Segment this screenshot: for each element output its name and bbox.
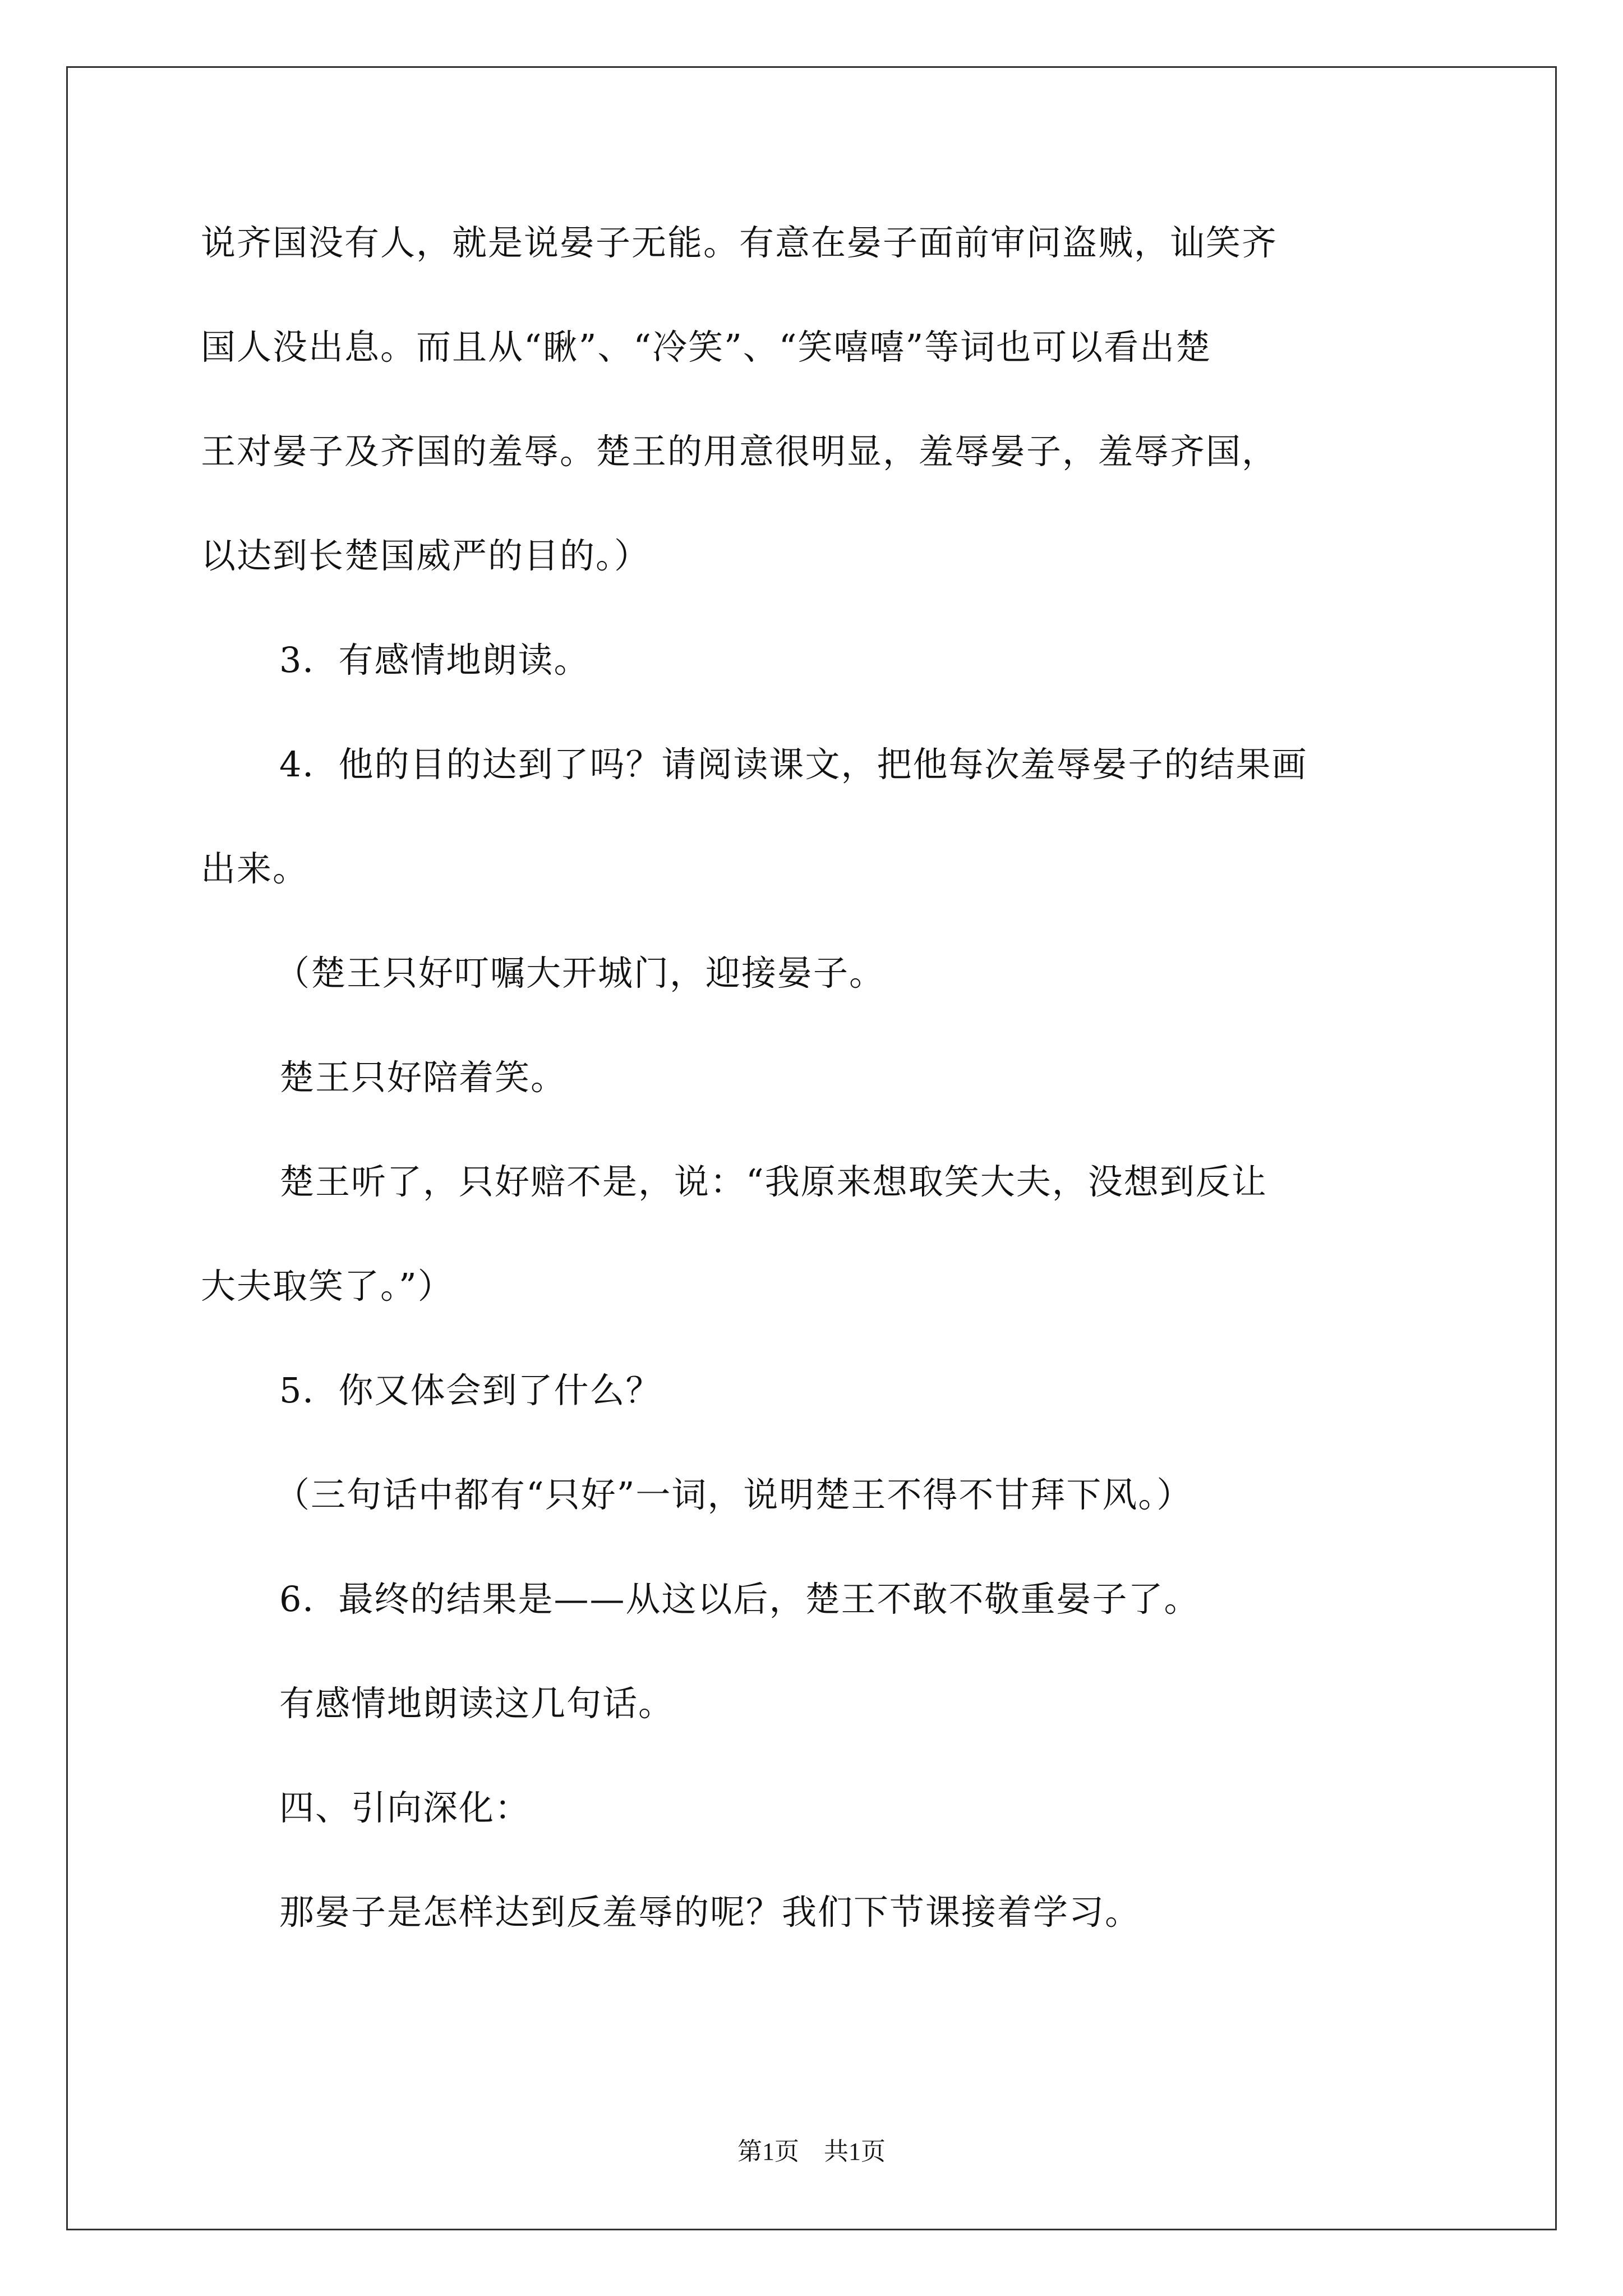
paragraph-12 — [201, 1885, 1435, 1939]
text-line: 有感情地朗读这几句话。 — [279, 1683, 675, 1724]
text-line: 楚王只好陪着笑。 — [279, 1057, 567, 1098]
paragraph-5 — [201, 1051, 1435, 1105]
text-line: 国人没出息。而且从“瞅”、“冷笑”、“笑嘻嘻”等词也可以看出楚 — [201, 326, 1212, 367]
paragraph-1 — [201, 216, 1435, 583]
text-line: 四、引向深化： — [279, 1787, 531, 1828]
paragraph-2 — [201, 633, 1435, 687]
text-line: 大夫取笑了。”） — [201, 1266, 454, 1306]
text-line: 楚王听了，只好赔不是，说：“我原来想取笑大夫，没想到反让 — [279, 1161, 1267, 1202]
paragraph-3 — [201, 738, 1435, 896]
paragraph-8 — [201, 1468, 1435, 1522]
paragraph-6 — [201, 1155, 1435, 1313]
text-line: 5．你又体会到了什么？ — [279, 1370, 662, 1411]
text-line: 以达到长楚国威严的目的。） — [201, 535, 651, 576]
text-line: （三句话中都有“只好”一词，说明楚王不得不甘拜下风。） — [275, 1474, 1193, 1515]
paragraph-4 — [201, 946, 1435, 1000]
paragraph-11 — [201, 1781, 1435, 1835]
paragraph-10 — [201, 1677, 1435, 1731]
text-line: 6．最终的结果是——从这以后，楚王不敢不敬重晏子了。 — [279, 1579, 1200, 1619]
paragraph-9 — [201, 1572, 1435, 1626]
text-line: 王对晏子及齐国的羞辱。楚王的用意很明显，羞辱晏子，羞辱齐国， — [201, 431, 1278, 472]
text-line: 说齐国没有人，就是说晏子无能。有意在晏子面前审问盗贼，讪笑齐 — [201, 222, 1278, 263]
text-line: 4．他的目的达到了吗？请阅读课文，把他每次羞辱晏子的结果画 — [279, 744, 1308, 785]
document-body — [201, 216, 1435, 1939]
text-line: （楚王只好叮嘱大开城门，迎接晏子。 — [275, 953, 886, 993]
text-line: 3．有感情地朗读。 — [279, 639, 590, 680]
text-line: 那晏子是怎样达到反羞辱的呢？我们下节课接着学习。 — [279, 1892, 1141, 1932]
text-line: 出来。 — [201, 848, 309, 889]
paragraph-7 — [201, 1364, 1435, 1418]
page-footer: 第1页 共1页 — [737, 2138, 886, 2165]
